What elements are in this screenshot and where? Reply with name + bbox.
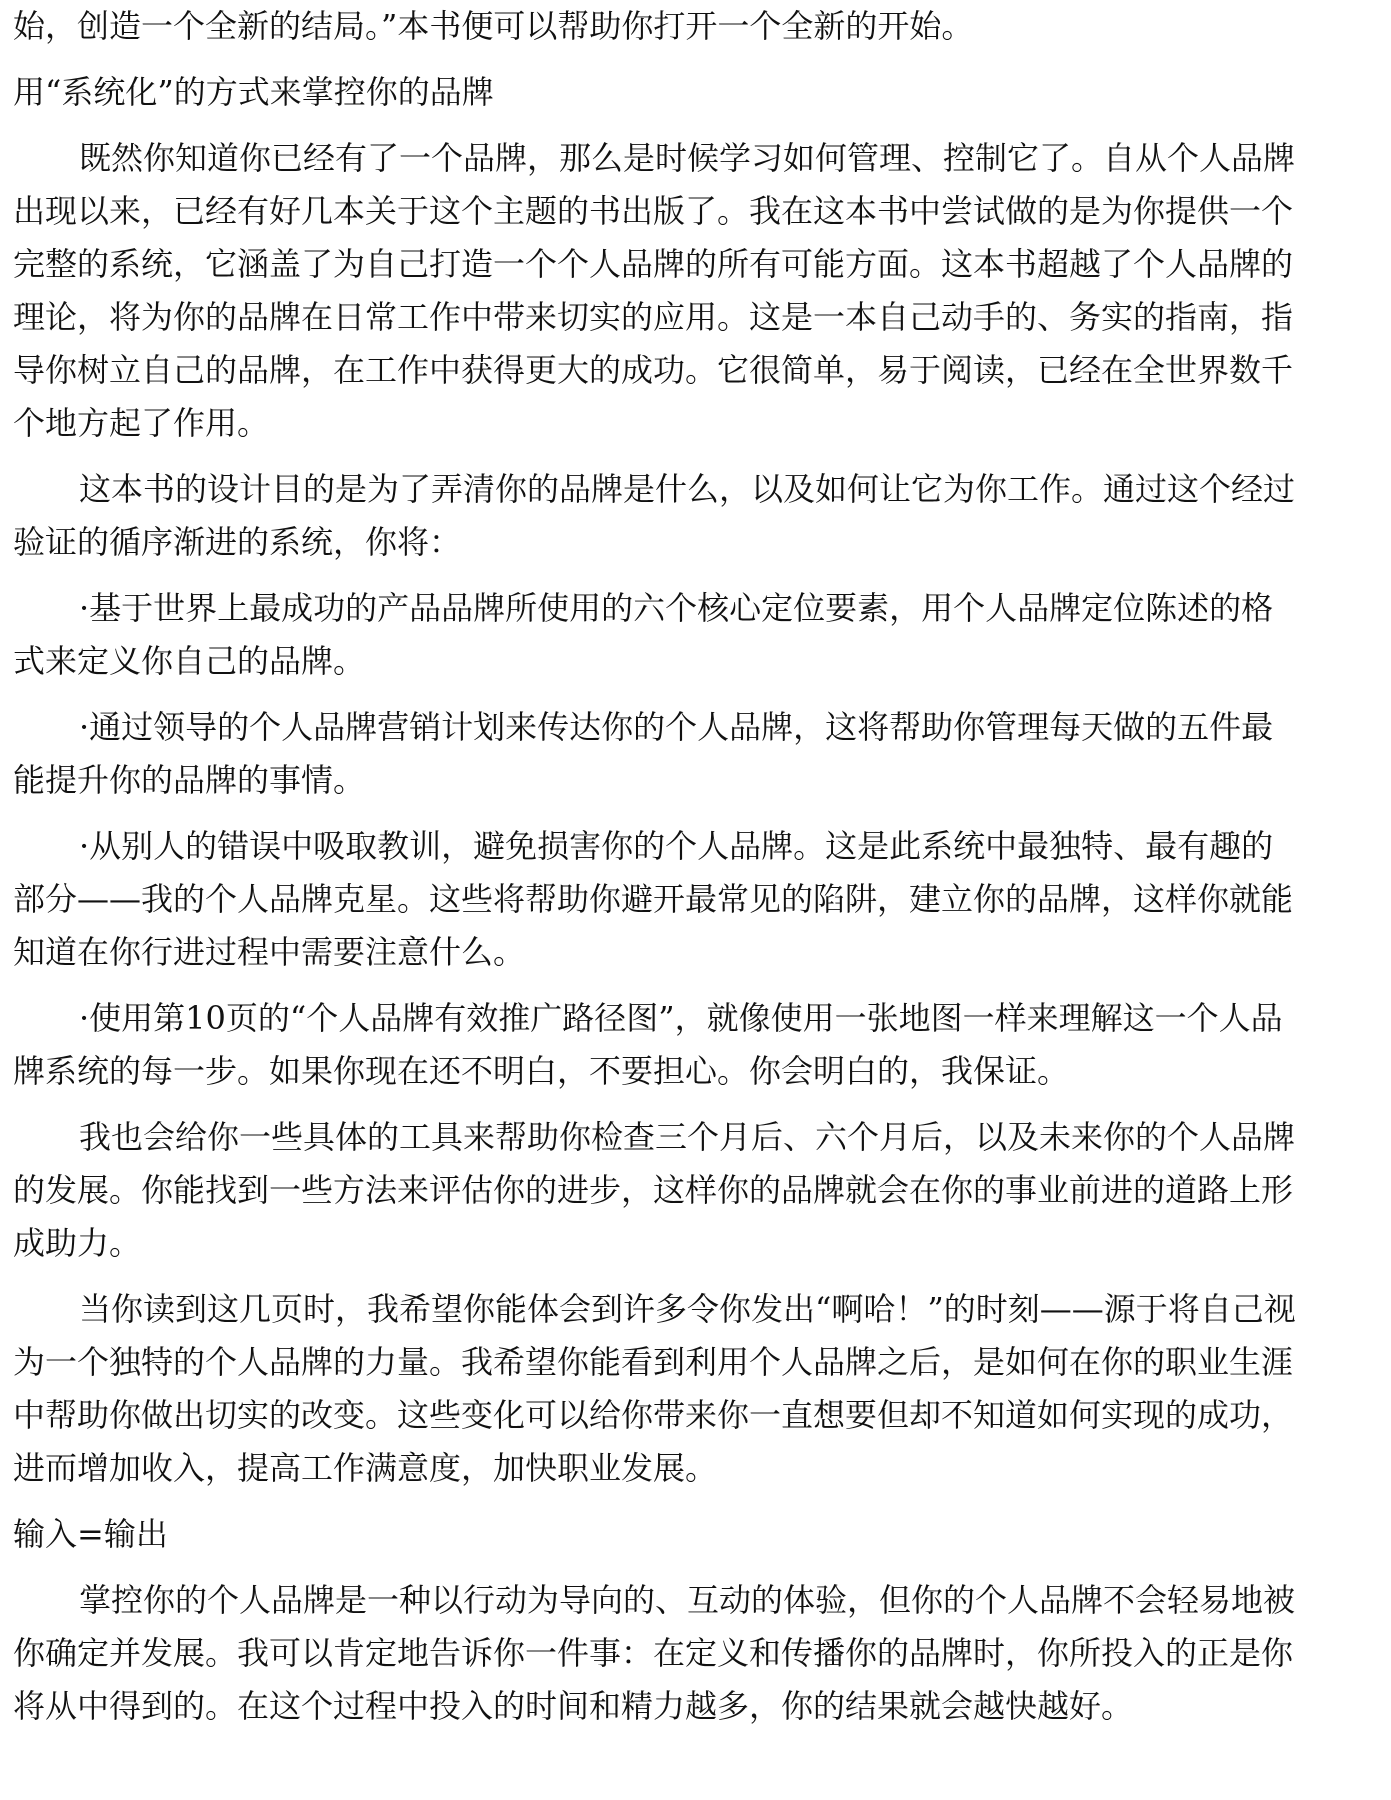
paragraph-line: 你确定并发展。我可以肯定地告诉你一件事：在定义和传播你的品牌时，你所投入的正是你 [13, 1634, 1294, 1672]
paragraph [13, 1111, 1378, 1270]
paragraph-line: 始，创造一个全新的结局。”本书便可以帮助你打开一个全新的开始。 [13, 7, 974, 45]
paragraph-line: ·基于世界上最成功的产品品牌所使用的六个核心定位要素，用个人品牌定位陈述的格 [79, 589, 1274, 627]
paragraph-line: 中帮助你做出切实的改变。这些变化可以给你带来你一直想要但却不知道如何实现的成功， [13, 1396, 1294, 1434]
paragraph-line: 完整的系统，它涵盖了为自己打造一个个人品牌的所有可能方面。这本书超越了个人品牌的 [13, 245, 1294, 283]
paragraph-line: 能提升你的品牌的事情。 [13, 761, 366, 799]
paragraph-line: 的发展。你能找到一些方法来评估你的进步，这样你的品牌就会在你的事业前进的道路上形 [13, 1171, 1294, 1209]
paragraph-line: 理论，将为你的品牌在日常工作中带来切实的应用。这是一本自己动手的、务实的指南，指 [13, 298, 1294, 336]
paragraph [13, 132, 1378, 450]
document-page [13, 0, 1378, 1746]
heading-text: 用“系统化”的方式来掌控你的品牌 [13, 73, 494, 111]
section-heading [13, 66, 1378, 119]
paragraph-line: 个地方起了作用。 [13, 404, 270, 442]
paragraph-line: ·通过领导的个人品牌营销计划来传达你的个人品牌，这将帮助你管理每天做的五件最 [79, 708, 1274, 746]
paragraph [13, 1283, 1378, 1495]
paragraph [13, 992, 1378, 1098]
paragraph-line: ·使用第10页的“个人品牌有效推广路径图”，就像使用一张地图一样来理解这一个人品 [79, 999, 1283, 1037]
paragraph-line: 我也会给你一些具体的工具来帮助你检查三个月后、六个月后，以及未来你的个人品牌 [79, 1118, 1296, 1156]
paragraph-line: 牌系统的每一步。如果你现在还不明白，不要担心。你会明白的，我保证。 [13, 1052, 1070, 1090]
paragraph [13, 463, 1378, 569]
paragraph [13, 582, 1378, 688]
paragraph-line: 知道在你行进过程中需要注意什么。 [13, 933, 526, 971]
paragraph-line: 当你读到这几页时，我希望你能体会到许多令你发出“啊哈！”的时刻——源于将自己视 [79, 1290, 1296, 1328]
heading-text: 输入=输出 [13, 1515, 168, 1553]
paragraph [13, 701, 1378, 807]
paragraph-line: ·从别人的错误中吸取教训，避免损害你的个人品牌。这是此系统中最独特、最有趣的 [79, 827, 1274, 865]
paragraph-line: 将从中得到的。在这个过程中投入的时间和精力越多，你的结果就会越快越好。 [13, 1687, 1134, 1725]
paragraph-line: 既然你知道你已经有了一个品牌，那么是时候学习如何管理、控制它了。自从个人品牌 [79, 139, 1296, 177]
paragraph-line: 部分——我的个人品牌克星。这些将帮助你避开最常见的陷阱，建立你的品牌，这样你就能 [13, 880, 1294, 918]
paragraph-line: 进而增加收入，提高工作满意度，加快职业发展。 [13, 1449, 718, 1487]
paragraph-line: 导你树立自己的品牌，在工作中获得更大的成功。它很简单，易于阅读，已经在全世界数千 [13, 351, 1294, 389]
paragraph [13, 0, 1378, 53]
paragraph-line: 掌控你的个人品牌是一种以行动为导向的、互动的体验，但你的个人品牌不会轻易地被 [79, 1581, 1296, 1619]
paragraph-line: 式来定义你自己的品牌。 [13, 642, 366, 680]
paragraph-line: 成助力。 [13, 1224, 142, 1262]
paragraph-line: 验证的循序渐进的系统，你将： [13, 523, 462, 561]
paragraph-line: 为一个独特的个人品牌的力量。我希望你能看到利用个人品牌之后，是如何在你的职业生涯 [13, 1343, 1294, 1381]
paragraph [13, 1574, 1378, 1733]
paragraph-line: 出现以来，已经有好几本关于这个主题的书出版了。我在这本书中尝试做的是为你提供一个 [13, 192, 1294, 230]
paragraph-line: 这本书的设计目的是为了弄清你的品牌是什么，以及如何让它为你工作。通过这个经过 [79, 470, 1296, 508]
section-heading [13, 1508, 1378, 1561]
paragraph [13, 820, 1378, 979]
